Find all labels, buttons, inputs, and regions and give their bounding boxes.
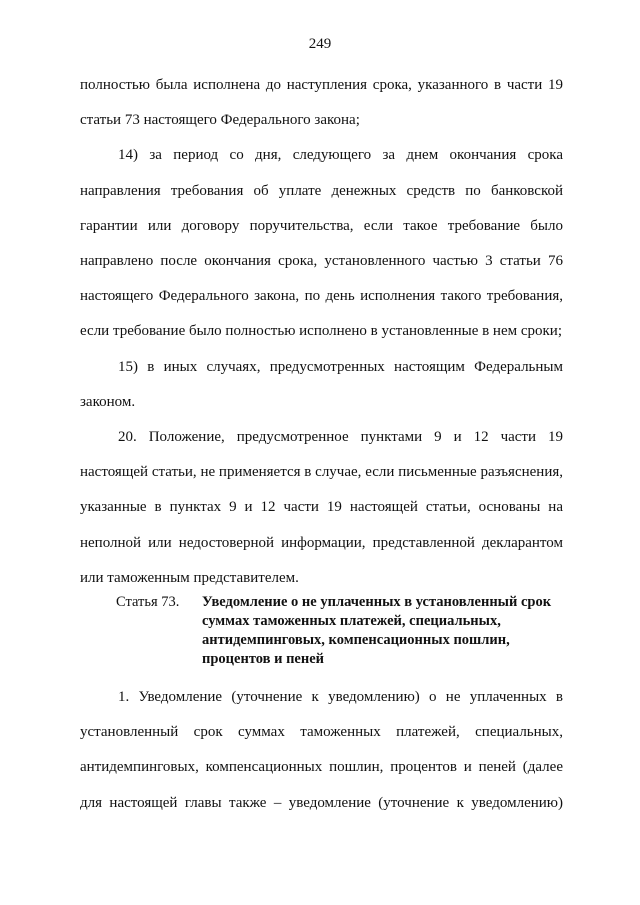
article-label: Статья 73. [116, 594, 180, 610]
text-line: указанные в пунктах 9 и 12 части 19 настоящей статьи, основаны на [80, 499, 563, 516]
text-line: если требование было полностью исполнено в установленные в нем сроки; [80, 323, 562, 340]
text-line: гарантии или договору поручительства, если такое требование было [80, 217, 563, 234]
text-line: или таможенным представителем. [80, 569, 299, 586]
text-line: для настоящей главы также – уведомление (уточнение к уведомлению) [80, 794, 563, 811]
text-line: законом. [80, 393, 136, 410]
article-title [202, 593, 572, 669]
text-line: настоящей статьи, не применяется в случае, если письменные разъяснения, [80, 464, 563, 481]
text-line: 20. Положение, предусмотренное пунктами 9 и 12 части 19 [118, 429, 563, 446]
article-title-line: антидемпинговых, компенсационных пошлин, [202, 632, 510, 648]
page-number: 249 [308, 36, 332, 52]
paragraph-continuation [80, 68, 563, 138]
text-line: направления требования об уплате денежных средств по банковской [80, 182, 563, 199]
article-title-line: Уведомление о не уплаченных в установленный срок [202, 594, 552, 610]
article-title-line: суммах таможенных платежей, специальных, [202, 613, 501, 629]
text-line: 15) в иных случаях, предусмотренных настоящим Федеральным [118, 358, 563, 375]
text-line: 1. Уведомление (уточнение к уведомлению) о не уплаченных в [118, 689, 563, 705]
article-title-line: процентов и пеней [202, 651, 325, 667]
text-line: направлено после окончания срока, установленного частью 3 статьи 76 [80, 253, 563, 270]
text-line: статьи 73 настоящего Федерального закона; [80, 112, 360, 129]
text-line: антидемпинговых, компенсационных пошлин, процентов и пеней (далее [80, 759, 563, 776]
paragraph-item-20 [80, 420, 563, 596]
text-line: полностью была исполнена до наступления срока, указанного в части 19 [80, 77, 563, 93]
body-text-lower [80, 680, 563, 821]
text-line: настоящего Федерального закона, по день исполнения такого требования, [80, 288, 563, 305]
text-line: неполной или недостоверной информации, представленной декларантом [80, 534, 563, 551]
text-line: 14) за период со дня, следующего за днем окончания срока [118, 147, 563, 164]
paragraph-item-15 [80, 350, 563, 420]
text-line: установленный срок суммах таможенных платежей, специальных, [80, 724, 563, 741]
paragraph-item-14 [80, 138, 563, 349]
body-text-upper [80, 68, 563, 596]
paragraph-item-1 [80, 680, 563, 821]
